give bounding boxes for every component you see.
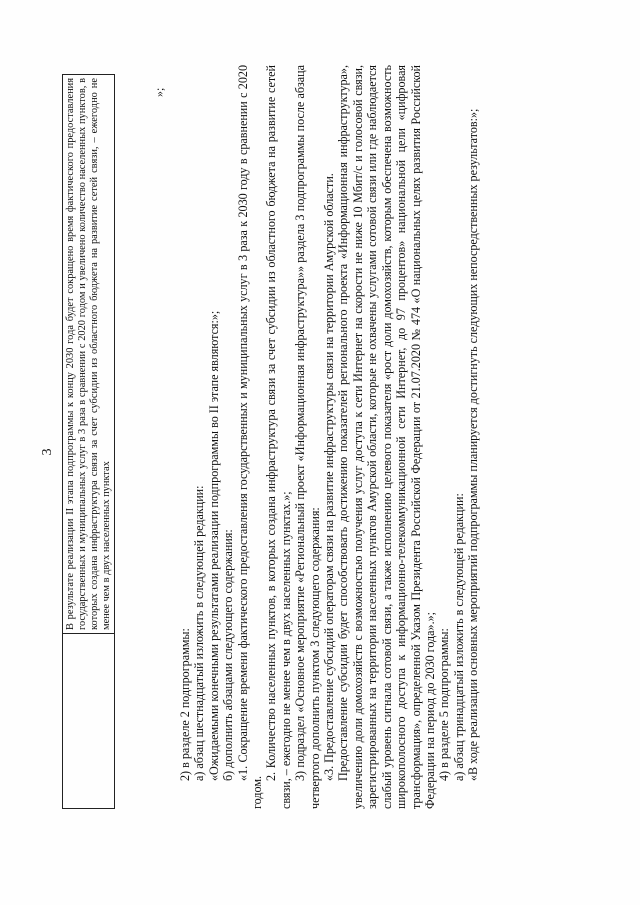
paragraph: «Ожидаемыми конечными результатами реализации подпрограммы во II этапе являются:»; <box>206 310 221 781</box>
paragraph: б) дополнить абзацами следующего содержания: <box>221 529 236 781</box>
body-text <box>178 65 481 809</box>
paragraph: «1. Сокращение времени фактического предоставления государственных и муниципальных услуг в 3 раза к 2030 году в сравнении с 2020 годом. <box>235 65 265 809</box>
table-row <box>63 75 115 809</box>
paragraph: 2) в разделе 2 подпрограммы: <box>178 628 192 781</box>
table-text-cell: В результате реализации II этапа подпрограммы к концу 2030 года будет сокращено время фактического предоставления государственных и муниципальных услуг в 3 раза в сравнении с 2020 годом и увеличено количество населенных пунктов, в которых создана инфраструктура связи за счет субсидии из областного бюджета на развитие сетей связи, – ежегодно не менее чем в двух населенных пунктах <box>63 75 115 634</box>
table-closing-quote: »; <box>152 87 166 97</box>
table-label-cell <box>63 634 115 809</box>
page-number: 3 <box>40 448 55 456</box>
paragraph: а) абзац шестнадцатый изложить в следующей редакции: <box>192 485 207 781</box>
paragraph: 3) подраздел «Основное мероприятие «Региональный проект «Информационная инфраструктура»» раздела 3 подпрограммы после абзаца четвертого дополнить пунктом 3 следующего содержания: <box>293 65 322 809</box>
paragraph: «В ходе реализации основных мероприятий подпрограммы планируется достигнуть следующих непосредственных результатов:»; <box>466 108 481 781</box>
results-table <box>62 74 115 809</box>
paragraph: 4) в разделе 5 подпрограммы: <box>437 628 452 781</box>
paragraph: «3. Предоставление субсидий операторам связи на развитие инфраструктуры связи на территории Амурской области. <box>322 173 337 781</box>
paragraph: Предоставление субсидии будет способствовать достижению показателей регионального проекта «Информационная инфраструктура», увеличению доли домохозяйств с возможностью получения услуг доступа к сети Интернет на скорости не ниже 10 Мбит/с и голосовой связи, зарегистрированных на территории населенных пунктов Амурской области, которые не охвачены услугами сотовой связи или где наблюдается слабый уровень сигнала сотовой связи, а также исполнению целевого показателя «рост доли домохозяйств, которым обеспечена возможность широкополосного доступа к информационно-телекоммуникационной сети Интернет, до 97 процентов» национальной цели «цифровая трансформация», определенной Указом Президента Российской Федерации от 21.07.2020 № 474 «О национальных целях развития Российской Федерации на период до 2030 года».»; <box>336 65 437 809</box>
paragraph: а) абзац тринадцатый изложить в следующей редакции: <box>451 493 466 781</box>
paragraph: 2. Количество населенных пунктов, в которых создана инфраструктура связи за счет субсидии из областного бюджета на развитие сетей связи, – ежегодно не менее чем в двух населенных пунктах.»; <box>264 65 293 809</box>
